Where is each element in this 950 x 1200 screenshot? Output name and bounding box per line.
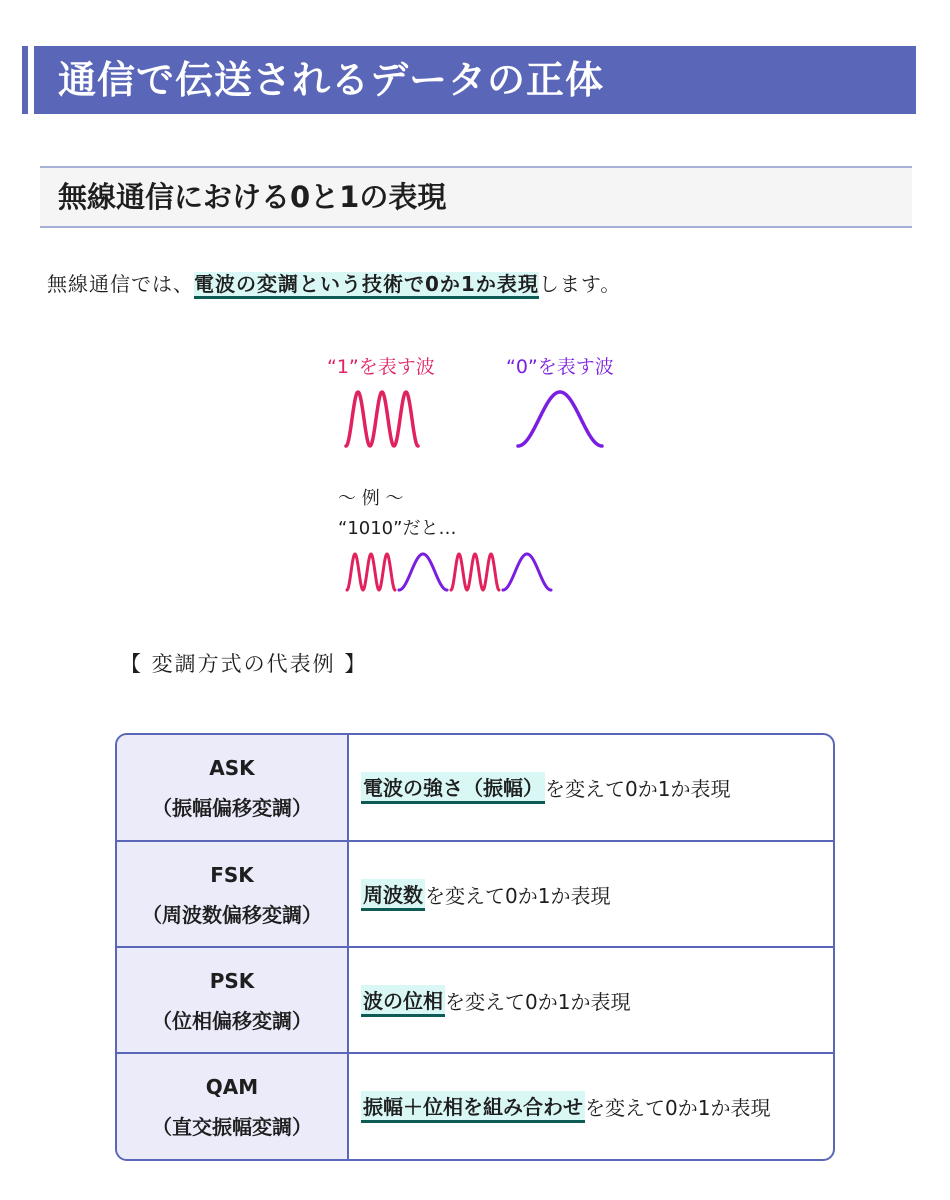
modulation-name-cell [117, 948, 349, 1053]
modulation-description [349, 735, 833, 840]
modulation-name-cell [117, 735, 349, 840]
intro-suffix: します。 [538, 272, 622, 296]
example-wave-graphic [343, 548, 553, 596]
table-row [117, 840, 833, 947]
intro-highlight: 電波の変調という技術で0か1か表現 [194, 272, 539, 299]
intro-prefix: 無線通信では、 [47, 272, 194, 296]
description-rest: を変えて0か1か表現 [425, 884, 611, 908]
modulation-description [349, 1054, 833, 1159]
wave-zero-graphic [512, 382, 610, 452]
example-text: “1010”だと… [338, 518, 457, 539]
modulation-full-name: （周波数偏移変調） [142, 902, 322, 927]
modulation-full-name: （振幅偏移変調） [152, 795, 312, 820]
description-rest: を変えて0か1か表現 [545, 777, 731, 801]
section-heading: 無線通信における0と1の表現 [58, 180, 447, 214]
table-row [117, 946, 833, 1053]
description-highlight: 波の位相 [361, 985, 445, 1017]
example-heading: ～ 例 ～ [338, 488, 404, 509]
modulation-name-cell [117, 842, 349, 947]
example-bit-1-wave [399, 554, 447, 590]
modulation-abbr: QAM [205, 1074, 259, 1099]
intro-text [47, 266, 621, 302]
modulation-description [349, 842, 833, 947]
example-bit-0-wave [347, 554, 395, 590]
example-bit-3-wave [503, 554, 551, 590]
table-row [117, 1052, 833, 1159]
description-rest: を変えて0か1か表現 [585, 1096, 771, 1120]
modulation-full-name: （位相偏移変調） [152, 1008, 312, 1033]
description-highlight: 周波数 [361, 879, 425, 911]
table-caption: 【 変調方式の代表例 】 [120, 652, 368, 676]
example-bit-2-wave [451, 554, 499, 590]
page-title: 通信で伝送されるデータの正体 [58, 58, 605, 102]
description-highlight: 電波の強さ（振幅） [361, 772, 545, 804]
modulation-abbr: PSK [209, 968, 255, 993]
wave-zero-path [518, 392, 602, 446]
wave-one-label: “1”を表す波 [327, 356, 435, 378]
title-banner [22, 46, 916, 114]
wave-one-path [346, 392, 418, 446]
modulation-abbr: FSK [210, 862, 254, 887]
description-highlight: 振幅＋位相を組み合わせ [361, 1091, 585, 1123]
modulation-abbr: ASK [209, 755, 255, 780]
section-heading-box [40, 166, 912, 228]
modulation-name-cell [117, 1054, 349, 1159]
modulation-description [349, 948, 833, 1053]
wave-zero-label: “0”を表す波 [506, 356, 614, 378]
wave-one-graphic [340, 382, 426, 452]
modulation-full-name: （直交振幅変調） [152, 1114, 312, 1139]
modulation-table [115, 733, 835, 1161]
table-row [117, 735, 833, 840]
description-rest: を変えて0か1か表現 [445, 990, 631, 1014]
example-note [338, 484, 456, 544]
